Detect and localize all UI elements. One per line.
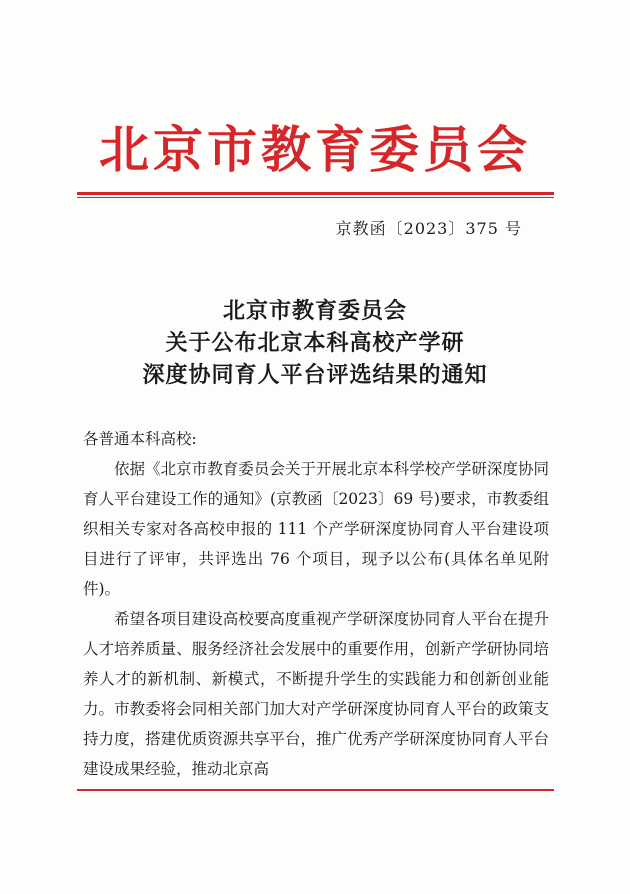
paragraph-1: 依据《北京市教育委员会关于开展北京本科学校产学研深度协同育人平台建设工作的通知》(京教函〔2023〕69 号)要求，市教委组织相关专家对各高校申报的 111 个产学研深度协同育人平台建设项目进行了评审，共评选出 76 个项目，现予以公布(具体名单见附件)。 [83, 460, 549, 598]
notice-title-line-3: 深度协同育人平台评选结果的通知 [142, 363, 488, 388]
notice-title-line-2: 关于公布北京本科高校产学研 [165, 331, 465, 356]
paragraph-2: 希望各项目建设高校要高度重视产学研深度协同育人平台在提升人才培养质量、服务经济社会发展中的重要作用，创新产学研协同培养人才的新机制、新模式，不断提升学生的实践能力和创新创业能力。市教委将会同相关部门加大对产学研深度协同育人平台的政策支持力度，搭建优质资源共享平台，推广优秀产学研深度协同育人平台建设成果经验，推动北京高 [83, 610, 549, 778]
salutation: 各普通本科高校: [83, 430, 197, 448]
header-red-rule [77, 192, 554, 195]
notice-body [83, 424, 549, 784]
issuer-header: 北京市教育委员会 [99, 120, 531, 179]
footer-red-rule [77, 789, 554, 791]
document-number: 京教函〔2023〕375 号 [335, 219, 522, 238]
notice-title [0, 296, 630, 392]
header-red-rule-thin [77, 197, 554, 198]
notice-title-line-1: 北京市教育委员会 [222, 299, 407, 324]
